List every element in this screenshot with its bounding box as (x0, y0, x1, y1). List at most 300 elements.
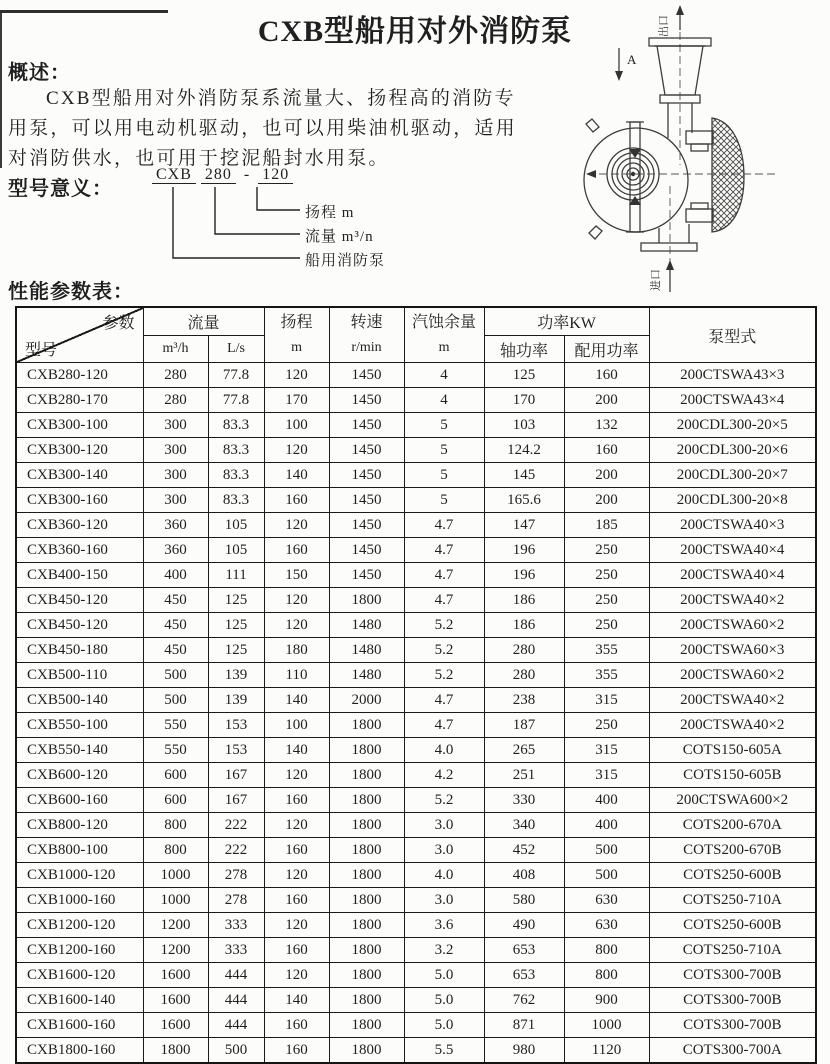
value-cell: 160 (264, 888, 329, 913)
value-cell: 167 (208, 788, 264, 813)
table-row (16, 613, 816, 638)
value-cell: 400 (564, 813, 649, 838)
value-cell: 4 (404, 388, 484, 413)
value-cell: 120 (264, 363, 329, 388)
value-cell: 120 (264, 763, 329, 788)
value-cell: 250 (564, 538, 649, 563)
value-cell: 1450 (329, 413, 404, 438)
model-cell: CXB300-100 (16, 413, 143, 438)
model-cell: CXB1800-160 (16, 1038, 143, 1064)
value-cell: 5 (404, 463, 484, 488)
value-cell: 315 (564, 688, 649, 713)
value-cell: 300 (143, 413, 208, 438)
table-row (16, 838, 816, 863)
value-cell: 500 (143, 688, 208, 713)
value-cell: 278 (208, 888, 264, 913)
value-cell: 1800 (329, 788, 404, 813)
value-cell: 800 (143, 838, 208, 863)
model-cell: CXB1600-120 (16, 963, 143, 988)
model-cell: CXB1200-120 (16, 913, 143, 938)
value-cell: 762 (484, 988, 564, 1013)
pump-type-cell: 200CTSWA40×3 (649, 513, 816, 538)
overview-heading: 概述： (8, 62, 71, 84)
value-cell: 1800 (329, 713, 404, 738)
value-cell: 4.7 (404, 563, 484, 588)
model-cell: CXB550-100 (16, 713, 143, 738)
value-cell: 150 (264, 563, 329, 588)
value-cell: 120 (264, 588, 329, 613)
value-cell: 124.2 (484, 438, 564, 463)
value-cell: 3.6 (404, 913, 484, 938)
value-cell: 1800 (329, 863, 404, 888)
motor-dome-hatched (712, 118, 744, 232)
pump-figure (583, 0, 830, 300)
value-cell: 1480 (329, 638, 404, 663)
value-cell: 4.0 (404, 738, 484, 763)
value-cell: 77.8 (208, 388, 264, 413)
value-cell: 400 (143, 563, 208, 588)
value-cell: 4.7 (404, 688, 484, 713)
model-cell: CXB360-160 (16, 538, 143, 563)
pump-type-cell: 200CDL300-20×8 (649, 488, 816, 513)
value-cell: 630 (564, 913, 649, 938)
value-cell: 355 (564, 638, 649, 663)
value-cell: 500 (208, 1038, 264, 1064)
pump-type-cell: 200CDL300-20×6 (649, 438, 816, 463)
value-cell: 1800 (329, 938, 404, 963)
value-cell: 180 (264, 638, 329, 663)
value-cell: 1800 (329, 963, 404, 988)
value-cell: 145 (484, 463, 564, 488)
value-cell: 160 (564, 438, 649, 463)
value-cell: 5 (404, 488, 484, 513)
table-row (16, 638, 816, 663)
value-cell: 1800 (329, 988, 404, 1013)
value-cell: 147 (484, 513, 564, 538)
value-cell: 160 (264, 938, 329, 963)
header-head-unit: m (291, 340, 302, 355)
value-cell: 167 (208, 763, 264, 788)
model-cell: CXB800-100 (16, 838, 143, 863)
centerlines (587, 8, 775, 292)
value-cell: 360 (143, 513, 208, 538)
model-cell: CXB1600-140 (16, 988, 143, 1013)
corner-header-cell (16, 307, 143, 363)
value-cell: 153 (208, 713, 264, 738)
value-cell: 500 (143, 663, 208, 688)
value-cell: 550 (143, 713, 208, 738)
model-label-flow: 流量 m³/n (305, 229, 374, 245)
value-cell: 1450 (329, 538, 404, 563)
value-cell: 3.0 (404, 888, 484, 913)
value-cell: 5 (404, 413, 484, 438)
model-cell: CXB300-140 (16, 463, 143, 488)
value-cell: 1800 (329, 888, 404, 913)
table-row (16, 988, 816, 1013)
value-cell: 140 (264, 988, 329, 1013)
value-cell: 500 (564, 838, 649, 863)
value-cell: 1200 (143, 938, 208, 963)
model-cell: CXB800-120 (16, 813, 143, 838)
table-row (16, 688, 816, 713)
pump-type-cell: COTS300-700B (649, 963, 816, 988)
pump-type-cell: COTS250-710A (649, 888, 816, 913)
model-cell: CXB600-120 (16, 763, 143, 788)
value-cell: 125 (208, 638, 264, 663)
table-row (16, 788, 816, 813)
model-cell: CXB1000-120 (16, 863, 143, 888)
value-cell: 4.7 (404, 713, 484, 738)
header-flow: 流量 (143, 307, 264, 336)
model-meaning-heading: 型号意义： (8, 178, 113, 200)
value-cell: 120 (264, 613, 329, 638)
overview-line: 对消防供水，也可用于挖泥船封水用泵。 (8, 148, 390, 169)
value-cell: 5.0 (404, 988, 484, 1013)
pump-type-cell: 200CTSWA600×2 (649, 788, 816, 813)
value-cell: 450 (143, 613, 208, 638)
value-cell: 278 (208, 863, 264, 888)
centerline-arrowhead (586, 170, 596, 178)
table-row (16, 413, 816, 438)
value-cell: 900 (564, 988, 649, 1013)
value-cell: 160 (264, 788, 329, 813)
table-row (16, 763, 816, 788)
model-code-prefix: CXB (152, 166, 196, 184)
table-row (16, 863, 816, 888)
performance-table (15, 306, 817, 1064)
value-cell: 1800 (329, 763, 404, 788)
model-label-pump-type: 船用消防泵 (305, 253, 386, 269)
header-power-rated: 配用功率 (564, 336, 649, 363)
header-head (264, 307, 329, 363)
pump-type-cell: COTS150-605B (649, 763, 816, 788)
model-cell: CXB450-120 (16, 613, 143, 638)
corner-param-label: 参数 (102, 315, 135, 332)
table-row (16, 563, 816, 588)
value-cell: 500 (564, 863, 649, 888)
value-cell: 139 (208, 663, 264, 688)
inlet-label: 进口 (650, 269, 662, 291)
value-cell: 330 (484, 788, 564, 813)
value-cell: 83.3 (208, 488, 264, 513)
pump-type-cell: 200CTSWA60×2 (649, 613, 816, 638)
model-code-dash: - (243, 166, 251, 183)
table-row (16, 738, 816, 763)
value-cell: 250 (564, 588, 649, 613)
value-cell: 100 (264, 713, 329, 738)
value-cell: 165.6 (484, 488, 564, 513)
value-cell: 120 (264, 963, 329, 988)
value-cell: 1800 (329, 1038, 404, 1064)
model-cell: CXB360-120 (16, 513, 143, 538)
model-cell: CXB500-110 (16, 663, 143, 688)
value-cell: 400 (564, 788, 649, 813)
model-cell: CXB300-120 (16, 438, 143, 463)
model-cell: CXB280-120 (16, 363, 143, 388)
value-cell: 653 (484, 963, 564, 988)
value-cell: 111 (208, 563, 264, 588)
pump-diagram (583, 0, 830, 300)
shaft-plate (626, 122, 644, 232)
value-cell: 1800 (329, 913, 404, 938)
model-cell: CXB450-180 (16, 638, 143, 663)
model-cell: CXB280-170 (16, 388, 143, 413)
value-cell: 1450 (329, 563, 404, 588)
header-speed-label: 转速 (350, 314, 383, 331)
value-cell: 1800 (329, 588, 404, 613)
value-cell: 630 (564, 888, 649, 913)
value-cell: 444 (208, 963, 264, 988)
value-cell: 222 (208, 838, 264, 863)
value-cell: 3.0 (404, 838, 484, 863)
pump-type-cell: COTS200-670B (649, 838, 816, 863)
value-cell: 77.8 (208, 363, 264, 388)
header-npsh-label: 汽蚀余量 (412, 314, 477, 331)
value-cell: 2000 (329, 688, 404, 713)
value-cell: 1800 (329, 1013, 404, 1038)
pump-type-cell: 200CTSWA43×4 (649, 388, 816, 413)
value-cell: 132 (564, 413, 649, 438)
value-cell: 120 (264, 863, 329, 888)
value-cell: 160 (264, 838, 329, 863)
pump-type-cell: 200CTSWA60×3 (649, 638, 816, 663)
value-cell: 1800 (329, 813, 404, 838)
dome-brackets (686, 131, 713, 222)
value-cell: 315 (564, 738, 649, 763)
value-cell: 5.2 (404, 788, 484, 813)
table-heading: 性能参数表： (8, 281, 134, 303)
header-flow-ls: L/s (208, 336, 264, 363)
value-cell: 160 (564, 363, 649, 388)
value-cell: 1600 (143, 1013, 208, 1038)
pump-type-cell: 200CTSWA40×2 (649, 713, 816, 738)
inlet-arrow (666, 260, 674, 292)
model-cell: CXB1600-160 (16, 1013, 143, 1038)
value-cell: 408 (484, 863, 564, 888)
value-cell: 110 (264, 663, 329, 688)
value-cell: 170 (264, 388, 329, 413)
pump-type-cell: COTS150-605A (649, 738, 816, 763)
value-cell: 1800 (143, 1038, 208, 1064)
value-cell: 444 (208, 988, 264, 1013)
value-cell: 280 (484, 638, 564, 663)
value-cell: 1450 (329, 388, 404, 413)
value-cell: 1800 (329, 838, 404, 863)
pump-type-cell: 200CTSWA43×3 (649, 363, 816, 388)
view-a-label: A (627, 52, 637, 67)
table-row (16, 888, 816, 913)
model-cell: CXB550-140 (16, 738, 143, 763)
value-cell: 238 (484, 688, 564, 713)
value-cell: 1000 (143, 863, 208, 888)
value-cell: 340 (484, 813, 564, 838)
value-cell: 580 (484, 888, 564, 913)
value-cell: 120 (264, 513, 329, 538)
table-row (16, 488, 816, 513)
table-row (16, 363, 816, 388)
value-cell: 170 (484, 388, 564, 413)
model-cell: CXB1200-160 (16, 938, 143, 963)
value-cell: 1000 (143, 888, 208, 913)
header-power-shaft: 轴功率 (484, 336, 564, 363)
table-row (16, 1013, 816, 1038)
pump-type-cell: 200CDL300-20×7 (649, 463, 816, 488)
value-cell: 1450 (329, 488, 404, 513)
model-code-head: 120 (258, 166, 293, 184)
value-cell: 222 (208, 813, 264, 838)
value-cell: 120 (264, 813, 329, 838)
value-cell: 3.0 (404, 813, 484, 838)
table-row (16, 813, 816, 838)
header-npsh (404, 307, 484, 363)
value-cell: 200 (564, 463, 649, 488)
pump-inlet-pipe (641, 224, 697, 251)
value-cell: 196 (484, 538, 564, 563)
value-cell: 186 (484, 588, 564, 613)
value-cell: 200 (564, 488, 649, 513)
overview-line: CXB型船用对外消防泵系流量大、扬程高的消防专 (46, 88, 516, 109)
table-body (16, 363, 816, 1064)
value-cell: 140 (264, 688, 329, 713)
value-cell: 4.2 (404, 763, 484, 788)
value-cell: 1600 (143, 963, 208, 988)
value-cell: 5.2 (404, 613, 484, 638)
value-cell: 315 (564, 763, 649, 788)
header-flow-m3h: m³/h (143, 336, 208, 363)
value-cell: 160 (264, 1013, 329, 1038)
value-cell: 5.5 (404, 1038, 484, 1064)
table-row (16, 463, 816, 488)
value-cell: 452 (484, 838, 564, 863)
table-row (16, 538, 816, 563)
pump-type-cell: 200CDL300-20×5 (649, 413, 816, 438)
value-cell: 186 (484, 613, 564, 638)
value-cell: 103 (484, 413, 564, 438)
table-row (16, 913, 816, 938)
corner-model-label: 型号 (25, 342, 58, 359)
table-row (16, 938, 816, 963)
outlet-arrow (676, 5, 684, 30)
header-power: 功率KW (484, 307, 649, 336)
value-cell: 800 (564, 963, 649, 988)
value-cell: 200 (564, 388, 649, 413)
value-cell: 160 (264, 538, 329, 563)
value-cell: 125 (484, 363, 564, 388)
pump-volute (584, 119, 688, 239)
value-cell: 450 (143, 638, 208, 663)
header-pump-type: 泵型式 (649, 307, 816, 363)
value-cell: 250 (564, 713, 649, 738)
value-cell: 800 (143, 813, 208, 838)
view-a-arrow (615, 48, 623, 81)
value-cell: 185 (564, 513, 649, 538)
pump-type-cell: COTS300-700B (649, 988, 816, 1013)
header-speed-unit: r/min (351, 340, 382, 355)
value-cell: 1450 (329, 513, 404, 538)
model-label-head: 扬程 m (305, 205, 355, 221)
value-cell: 280 (143, 363, 208, 388)
value-cell: 187 (484, 713, 564, 738)
table-row (16, 963, 816, 988)
table-row (16, 388, 816, 413)
value-cell: 490 (484, 913, 564, 938)
value-cell: 4.7 (404, 538, 484, 563)
value-cell: 83.3 (208, 413, 264, 438)
value-cell: 300 (143, 463, 208, 488)
value-cell: 4.7 (404, 588, 484, 613)
value-cell: 5.0 (404, 1013, 484, 1038)
value-cell: 1120 (564, 1038, 649, 1064)
value-cell: 4.0 (404, 863, 484, 888)
pump-type-cell: 200CTSWA40×4 (649, 563, 816, 588)
pump-type-cell: COTS300-700A (649, 1038, 816, 1064)
value-cell: 444 (208, 1013, 264, 1038)
value-cell: 355 (564, 663, 649, 688)
value-cell: 1000 (564, 1013, 649, 1038)
outlet-label: 出口 (658, 15, 670, 37)
pump-type-cell: COTS250-600B (649, 913, 816, 938)
overview-line: 用泵，可以用电动机驱动，也可以用柴油机驱动，适用 (8, 118, 517, 139)
model-cell: CXB300-160 (16, 488, 143, 513)
value-cell: 550 (143, 738, 208, 763)
header-npsh-unit: m (438, 340, 450, 355)
pump-type-cell: COTS250-710A (649, 938, 816, 963)
overview-paragraph (8, 84, 583, 174)
model-code-flow: 280 (201, 166, 236, 184)
header-speed (329, 307, 404, 363)
performance-table-wrap (15, 306, 815, 1064)
table-row (16, 713, 816, 738)
value-cell: 1480 (329, 613, 404, 638)
value-cell: 125 (208, 588, 264, 613)
model-cell: CXB600-160 (16, 788, 143, 813)
value-cell: 4 (404, 363, 484, 388)
value-cell: 333 (208, 913, 264, 938)
value-cell: 140 (264, 738, 329, 763)
value-cell: 3.2 (404, 938, 484, 963)
value-cell: 83.3 (208, 463, 264, 488)
table-row (16, 588, 816, 613)
value-cell: 1480 (329, 663, 404, 688)
value-cell: 300 (143, 438, 208, 463)
value-cell: 450 (143, 588, 208, 613)
value-cell: 251 (484, 763, 564, 788)
value-cell: 280 (484, 663, 564, 688)
value-cell: 153 (208, 738, 264, 763)
value-cell: 105 (208, 513, 264, 538)
model-cell: CXB500-140 (16, 688, 143, 713)
pump-type-cell: 200CTSWA60×2 (649, 663, 816, 688)
model-cell: CXB400-150 (16, 563, 143, 588)
value-cell: 871 (484, 1013, 564, 1038)
value-cell: 196 (484, 563, 564, 588)
value-cell: 5.2 (404, 638, 484, 663)
page-title: CXB型船用对外消防泵 (257, 15, 573, 48)
value-cell: 140 (264, 463, 329, 488)
value-cell: 105 (208, 538, 264, 563)
value-cell: 250 (564, 563, 649, 588)
value-cell: 139 (208, 688, 264, 713)
value-cell: 5.0 (404, 963, 484, 988)
value-cell: 265 (484, 738, 564, 763)
header-head-label: 扬程 (280, 314, 313, 331)
pump-type-cell: COTS200-670A (649, 813, 816, 838)
pump-type-cell: 200CTSWA40×2 (649, 688, 816, 713)
value-cell: 333 (208, 938, 264, 963)
value-cell: 160 (264, 488, 329, 513)
value-cell: 4.7 (404, 513, 484, 538)
model-cell: CXB450-120 (16, 588, 143, 613)
